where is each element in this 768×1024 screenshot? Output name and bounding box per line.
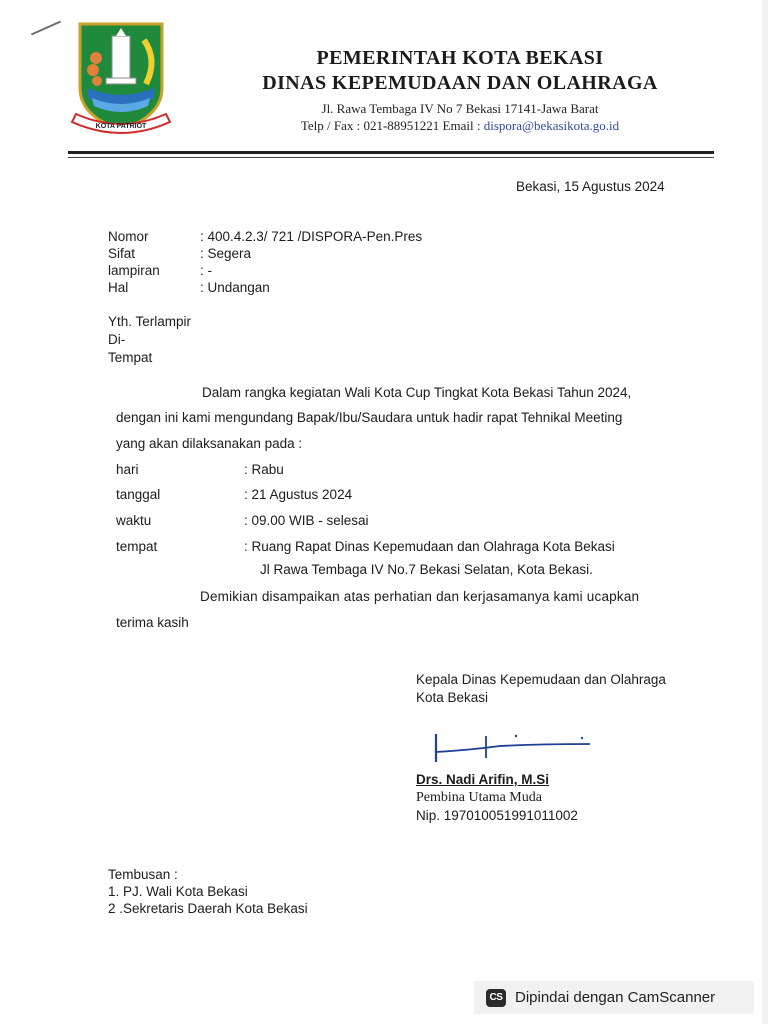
recipient-line-1: Yth. Terlampir: [108, 314, 192, 329]
schedule-tempat-value: : Ruang Rapat Dinas Kepemudaan dan Olahraga Kota Bekasi: [244, 539, 615, 554]
meta-lampiran-value: : -: [200, 263, 212, 278]
schedule-waktu-value: : 09.00 WIB - selesai: [244, 513, 369, 528]
meta-hal-value: : Undangan: [200, 280, 270, 295]
schedule-hari-value: : Rabu: [244, 462, 284, 477]
contact-phone-fax: Telp / Fax : 021-88951221 Email :: [300, 118, 484, 133]
letterhead-address: Jl. Rawa Tembaga IV No 7 Bekasi 17141-Jawa Barat: [321, 101, 599, 116]
schedule-waktu-label: waktu: [116, 513, 152, 528]
svg-text:KOTA PATRIOT: KOTA PATRIOT: [95, 123, 147, 130]
signatory-rank: Pembina Utama Muda: [416, 790, 542, 805]
letterhead-rule-thick: [68, 151, 714, 154]
letterhead-rule-thin: [68, 157, 714, 158]
signatory-name: Drs. Nadi Arifin, M.Si: [416, 772, 550, 787]
meta-nomor-value: : 400.4.2.3/ 721 /DISPORA-Pen.Pres: [200, 229, 423, 244]
letterhead-block: [200, 46, 720, 134]
camscanner-label: Dipindai dengan CamScanner: [515, 989, 716, 1006]
schedule-tanggal-value: : 21 Agustus 2024: [244, 487, 353, 502]
contact-email: dispora@bekasikota.go.id: [483, 118, 620, 133]
letter-date: Bekasi, 15 Agustus 2024: [516, 179, 665, 194]
schedule-tanggal-label: tanggal: [116, 487, 161, 502]
closing-line-2: terima kasih: [116, 615, 189, 630]
scan-edge-shade: [762, 0, 768, 1024]
body-line-2: dengan ini kami mengundang Bapak/Ibu/Saudara untuk hadir rapat Tehnikal Meeting: [116, 410, 623, 425]
cc-item: 2 .Sekretaris Daerah Kota Bekasi: [108, 901, 308, 916]
letterhead-title-government: PEMERINTAH KOTA BEKASI: [316, 47, 604, 69]
meta-nomor-label: Nomor: [108, 229, 149, 244]
camscanner-watermark: [474, 981, 754, 1014]
letterhead-title-agency: DINAS KEPEMUDAAN DAN OLAHRAGA: [262, 72, 658, 94]
closing-line-1: Demikian disampaikan atas perhatian dan kerjasamanya kami ucapkan: [200, 589, 640, 604]
meta-sifat-value: : Segera: [200, 246, 252, 261]
meta-hal-label: Hal: [108, 280, 129, 295]
signatory-title-line-2: Kota Bekasi: [416, 690, 489, 705]
signatory-title-line-1: Kepala Dinas Kepemudaan dan Olahraga: [416, 672, 666, 687]
recipient-line-3: Tempat: [108, 350, 153, 365]
cc-heading: Tembusan :: [108, 867, 178, 882]
body-line-3: yang akan dilaksanakan pada :: [116, 436, 303, 451]
handwritten-signature: [430, 728, 600, 768]
letterhead-contact: [200, 117, 720, 134]
bekasi-emblem-logo: [66, 18, 176, 140]
signatory-nip: Nip. 197010051991011002: [416, 808, 578, 823]
cc-item: 1. PJ. Wali Kota Bekasi: [108, 884, 248, 899]
recipient-line-2: Di-: [108, 332, 126, 347]
camscanner-icon: CS: [486, 989, 506, 1007]
body-line-1: Dalam rangka kegiatan Wali Kota Cup Tingkat Kota Bekasi Tahun 2024,: [202, 385, 632, 400]
schedule-tempat-label: tempat: [116, 539, 158, 554]
meta-lampiran-label: lampiran: [108, 263, 160, 278]
pencil-mark: [31, 21, 61, 36]
schedule-tempat-address: Jl Rawa Tembaga IV No.7 Bekasi Selatan, Kota Bekasi.: [260, 562, 593, 577]
meta-sifat-label: Sifat: [108, 246, 136, 261]
schedule-hari-label: hari: [116, 462, 139, 477]
